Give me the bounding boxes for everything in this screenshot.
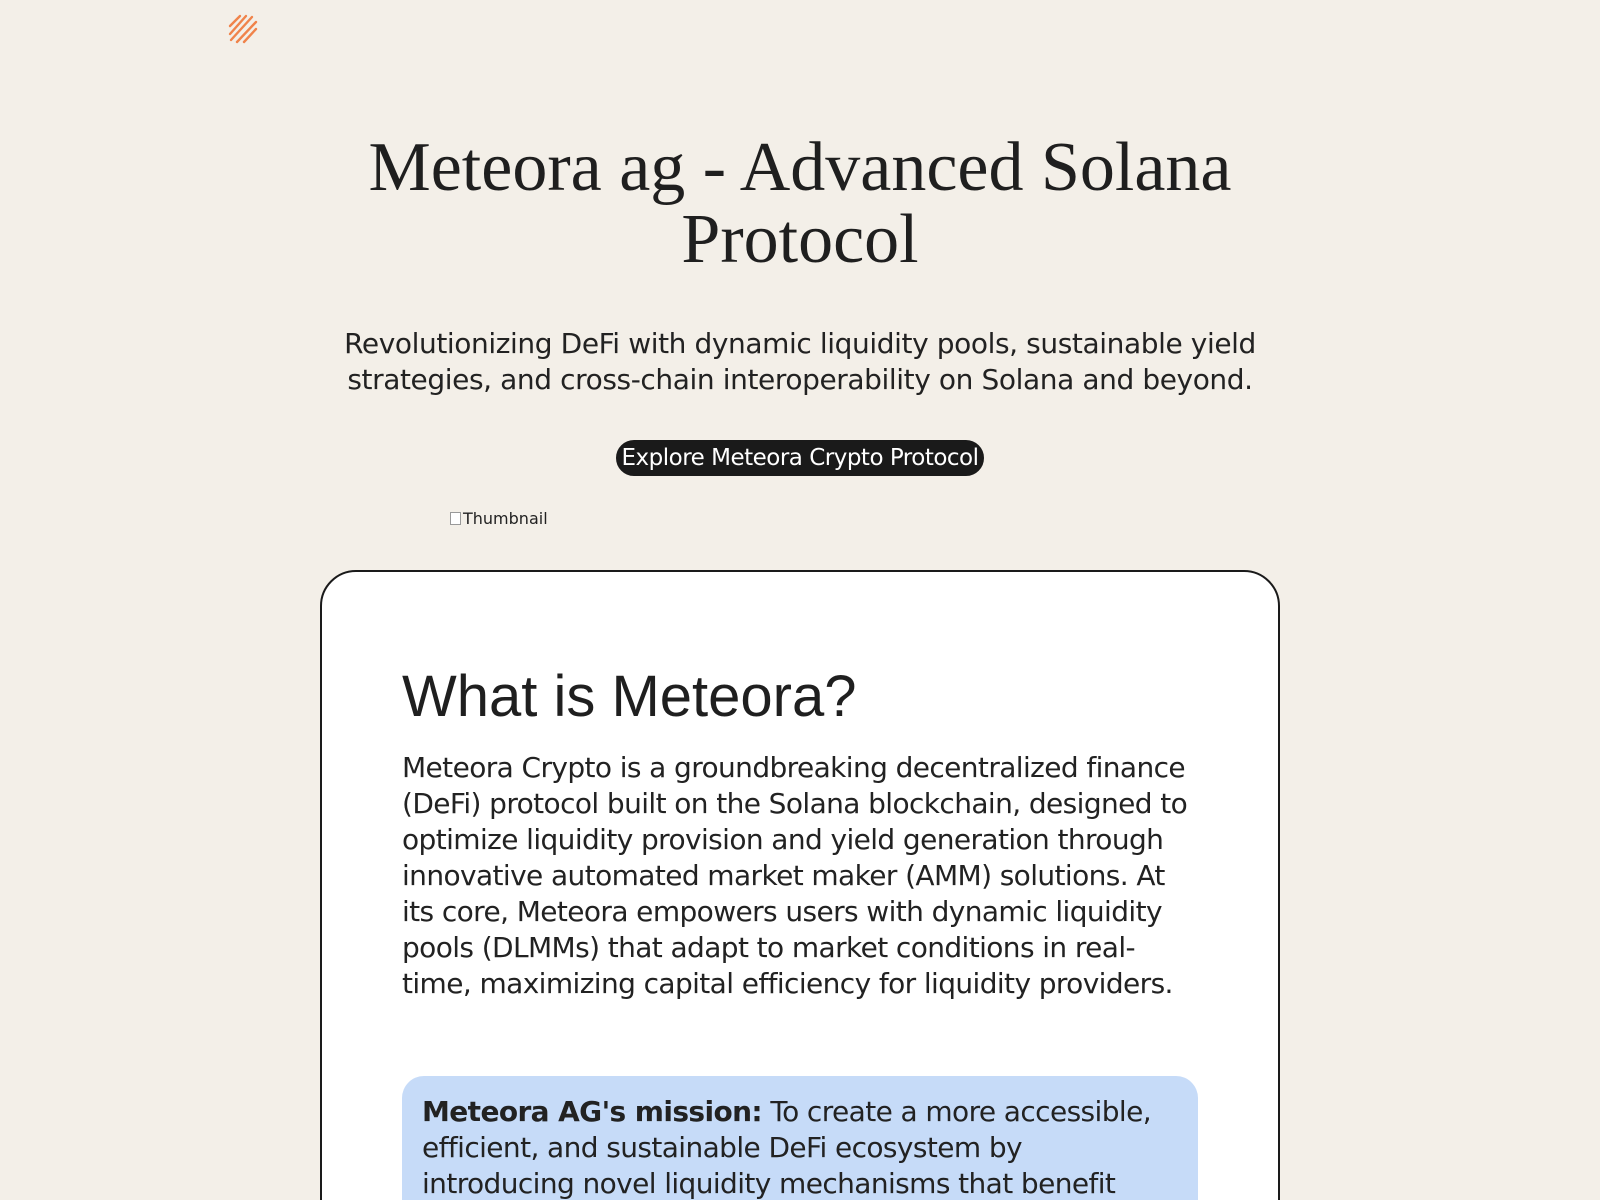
about-card (320, 570, 1280, 1200)
about-title: What is Meteora? (402, 664, 857, 729)
broken-image-icon (450, 512, 461, 525)
mission-callout (402, 1076, 1198, 1200)
mission-label: Meteora AG's mission: (422, 1095, 763, 1128)
hero-subtitle: Revolutionizing DeFi with dynamic liquidity pools, sustainable yield strategies, and cross-chain interoperability on Solana and beyond. (344, 327, 1256, 396)
page-title: Meteora ag - Advanced Solana Protocol (368, 129, 1232, 278)
explore-protocol-button[interactable]: Explore Meteora Crypto Protocol (616, 440, 984, 476)
mission-text: To create a more accessible, efficient, and sustainable DeFi ecosystem by introducing novel liquidity mechanisms that benefit (422, 1095, 1151, 1200)
thumbnail-alt-text: Thumbnail (463, 508, 548, 528)
meteor-logo-icon[interactable] (226, 12, 260, 46)
thumbnail-image (450, 508, 548, 528)
about-body: Meteora Crypto is a groundbreaking decentralized finance (DeFi) protocol built on the Solana blockchain, designed to optimize liquidity provision and yield generation through innovative automated market maker (AMM) solutions. At its core, Meteora empowers users with dynamic liquidity pools (DLMMs) that adapt to market conditions in real-time, maximizing capital efficiency for liquidity providers. (402, 751, 1188, 1000)
